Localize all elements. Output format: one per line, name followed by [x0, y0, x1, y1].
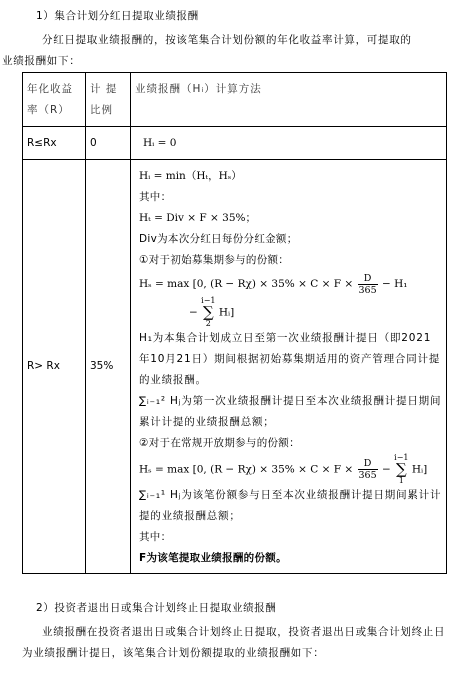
- text-where-2: 其中：: [139, 531, 172, 543]
- formula-hs-regular: Hₛ = max [0, (R − Rχ) × 35% × C × F × $\frac{D}{365}$ − i−1 ∑ 1 Hᵢ]: [139, 453, 428, 485]
- formula-hs-initial: Hₛ = max [0, (R − Rχ) × 35% × C × F × $\frac{D}{365}$ − H₁: [139, 272, 408, 296]
- cell-ratio-2: 35%: [86, 160, 131, 574]
- summation-symbol-2: i−1 ∑ 1: [394, 453, 409, 485]
- fraction-d-365-2: $\frac{D}{365}$: [358, 458, 377, 481]
- table-row-above-benchmark: [23, 160, 447, 574]
- cell-formula-2: [131, 160, 447, 574]
- text-div-definition: Div为本次分红日每份分红金额；: [139, 233, 298, 245]
- text-cumulative-regular: ∑ᵢ₋₁¹ Hⱼ为该笔份额参与日至本次业绩报酬计提日期间累计计提的业绩报酬总额；: [139, 489, 442, 522]
- summation-symbol: i−1 ∑ 2: [201, 296, 216, 328]
- table-header-row: [23, 73, 447, 127]
- text-h1-definition: H₁为本集合计划成立日至第一次业绩报酬计提日（即2021年10月21日）期间根据初始募集期适用的资产管理合同计提的业绩报酬。: [139, 332, 441, 386]
- section-1-heading: 1）集合计划分红日提取业绩报酬: [36, 10, 199, 22]
- cell-condition-1: R≤Rx: [23, 127, 86, 160]
- formula-h-min: Hᵢ = min（Hₜ，Hₛ）: [139, 170, 242, 182]
- formula-ht: Hₜ = Div × F × 35%；: [139, 212, 256, 224]
- performance-fee-table: [22, 72, 447, 574]
- text-initial-subscription: ①对于初始募集期参与的份额：: [139, 254, 290, 266]
- header-accrual-ratio: 计 提 比例: [86, 73, 131, 127]
- header-annualized-return: 年化收益率（R）: [23, 73, 86, 127]
- intro-paragraph: [2, 30, 448, 72]
- cell-ratio-1: 0: [86, 127, 131, 160]
- cell-formula-1: [131, 127, 447, 160]
- formula-h-zero: Hᵢ = 0: [143, 136, 177, 149]
- formula-hs-initial-cont: − i−1 ∑ 2 Hᵢ]: [189, 296, 235, 328]
- section-2-paragraph: 业绩报酬在投资者退出日或集合计划终止日提取，投资者退出日或集合计划终止日为业绩报酬计提日，该笔集合计划份额提取的业绩报酬如下：: [22, 626, 446, 659]
- header-calculation-method: 业绩报酬（Hᵢ）计算方法: [131, 73, 447, 127]
- table-row-below-benchmark: [23, 127, 447, 160]
- text-cumulative-initial: ∑ᵢ₋₁² Hⱼ为第一次业绩报酬计提日至本次业绩报酬计提日期间累计计提的业绩报酬总额；: [139, 395, 442, 428]
- fraction-d-365: $\frac{D}{365}$: [358, 272, 377, 296]
- intro-line-1: 分红日提取业绩报酬的，按该笔集合计划份额的年化收益率计算，可提取的: [42, 34, 412, 46]
- text-where-1: 其中：: [139, 191, 172, 203]
- text-f-definition: F为该笔提取业绩报酬的份额。: [139, 552, 287, 564]
- intro-line-2: 业绩报酬如下：: [2, 55, 81, 67]
- text-regular-open: ②对于在常规开放期参与的份额：: [139, 437, 300, 449]
- cell-condition-2: R> Rx: [23, 160, 86, 574]
- section-2-heading: 2）投资者退出日或集合计划终止日提取业绩报酬: [36, 602, 277, 614]
